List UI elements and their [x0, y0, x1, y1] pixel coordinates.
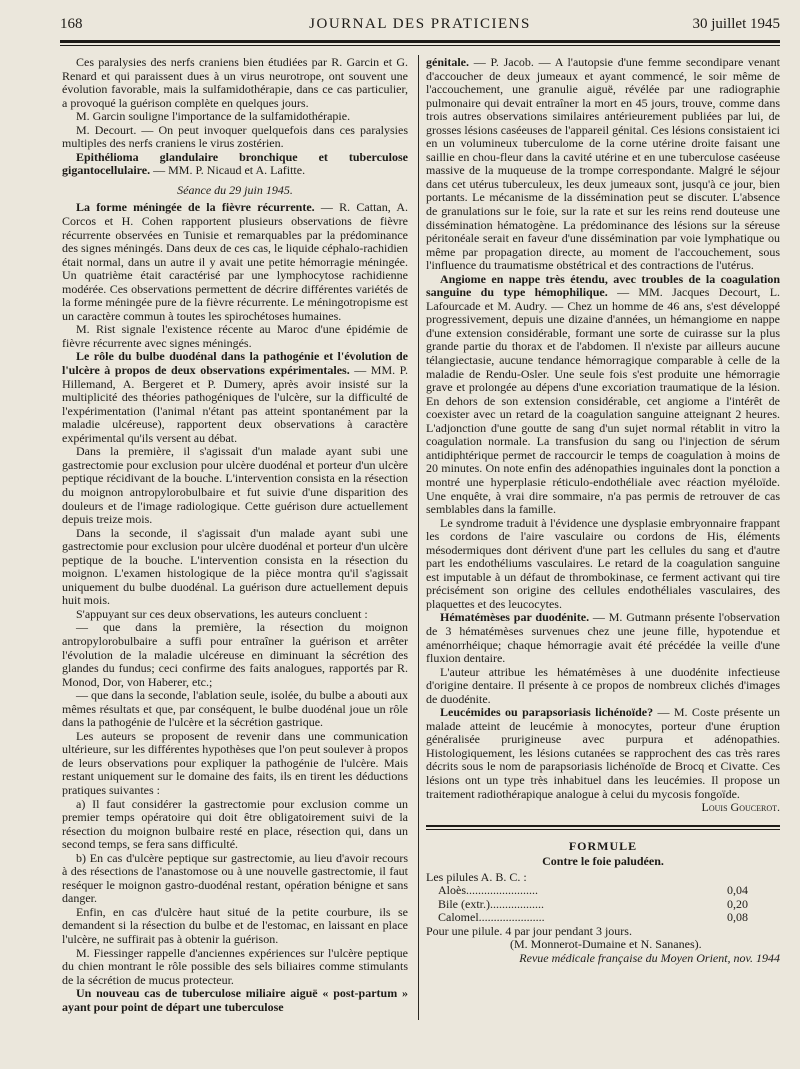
seance-heading: Séance du 29 juin 1945. [177, 182, 293, 197]
section-body: — M. Gutmann présente l'observation de 3 hématémèses survenues chez une jeune fille, hypotendue et aménorrhéique; chaque hémorragie avait été précédée la veille d'une fluxion dentaire. [426, 610, 780, 666]
page-number: 168 [60, 16, 83, 32]
formula-item: Calomel...................... 0,08 [438, 910, 748, 925]
formula-rule-thin [426, 829, 780, 830]
formula-dose: Pour une pilule. 4 par jour pendant 3 jours. [426, 923, 632, 938]
paragraph [426, 611, 780, 665]
column-divider [418, 55, 419, 1020]
running-header [60, 16, 780, 38]
section-title: La forme méningée de la fièvre récurrente. [76, 200, 315, 215]
formula-authors: (M. Monnerot-Dumaine et N. Sananes). [510, 937, 702, 952]
paragraph: L'auteur attribue les hématémèses à une duodénite infectieuse d'origine dentaire. Il présente à ce propos de nombreux clichés d'images de duodénite. [426, 664, 780, 706]
right-column [426, 56, 780, 966]
section-title: génitale. [426, 55, 469, 69]
section-body: — MM. P. Hillemand, A. Bergeret et P. Dumery, après avoir insisté sur la multiplicité des théories pathogéniques de l'ulcère, sur la difficulté de l'expérimentation (l'animal n'étant pas atteint spontanément par la maladie ulcéreuse), rapportent deux observations à caractère expérimental qu'ils versent au débat. [62, 363, 409, 445]
paragraph: — que dans la première, la résection du moignon antropylorobulbaire a suffi pour entraîner la guérison et arrêter l'évolution de la maladie ulcéreuse en diminuant la sécrétion des glandes du fundus; ceci confirme des faits analogues, rapportés par R. Monod, Dor, von Haberer, etc.; [62, 620, 408, 689]
paragraph: Dans la première, il s'agissait d'un malade ayant subi une gastrectomie pour exclusion pour ulcère duodénal et porteur d'un ulcère peptique récidivant de la bouche. L'intervention consista en la résection du moignon antropylorobulbaire et fut suivie d'une disparition des douleurs et de l'image radiologique. Cette guérison dure actuellement depuis treize mois. [62, 444, 408, 527]
section-title: Leucémides ou parapsoriasis lichénoïde? [440, 705, 654, 720]
section-body: — MM. P. Nicaud et A. Lafitte. [153, 163, 306, 178]
signature: Louis Goucerot. [701, 800, 780, 815]
left-column [62, 56, 408, 1014]
paragraph: M. Rist signale l'existence récente au Maroc d'une épidémie de fièvre récurrente avec signes méningés. [62, 322, 408, 350]
paragraph [426, 706, 780, 801]
section-title: Epithélioma glandulaire bronchique et tuberculose gigantocellulaire. [62, 149, 408, 178]
paragraph: S'appuyant sur ces deux observations, les auteurs concluent : [76, 606, 368, 621]
section-body: — MM. Jacques Decourt, L. Lafourcade et M. Audry. — Chez un homme de 46 ans, s'est développé progressivement, depuis une dizaine d'années, un hémangiome en nappe d'une extension considérable, formant une sorte de cuirasse sur la plus grande partie du thorax et de l'abdomen. Il n'existe par ailleurs aucune télangiectasie, aucune tendance hémorragique comparable à celle de la maladie de Rendu-Osler. Une seule fois s'est produite une hémorragie grave et prolongée au dépens d'une excoriation traumatique de la lésion. En dehors de son extension considérable, cet angiome a l'intérêt de coexister avec un retard de la coagulation sanguine atteignant 2 heures. L'adjonction d'une goutte de sang d'un sujet normal rétablit in vitro la coagulation normale. La transfusion du sang ou l'injection de sérum antidiphtérique permet de raccourcir le temps de coagulation à moins de 20 minutes. On note enfin des adénopathies inguinales dont la ponction a montré une hyperplasie réticulo-endothéliale avec réaction myéloïde. Une enquête, à vrai dire sommaire, n'a pas permis de retrouver de cas semblables dans la famille. [426, 285, 781, 517]
formula-item: Bile (extr.).................. 0,20 [438, 896, 748, 911]
formula-box [426, 840, 780, 966]
formula-intro: Les pilules A. B. C. : [426, 869, 527, 884]
formula-rule [426, 825, 780, 827]
paragraph: Enfin, en cas d'ulcère haut situé de la petite courbure, ils se demandent si la résection du bulbe et de l'estomac, en laissant en place l'ulcère, ne suffirait pas à obtenir la guérison. [62, 904, 408, 946]
paragraph [62, 987, 408, 1014]
section-body: — M. Coste présente un malade atteint de leucémie à monocytes, porteur d'une éruption généralisée prurigineuse avec purpura et adénopathies. Histologiquement, les lésions cutanées se rapprochent des cas très rares décrits sous le nom de parapsoriasis lichénoïde de Brocq et Civatte. Ces lésions ont un type très inhabituel dans les leucémies. Il propose un traitement radiothérapique analogue à celui du mycosis fongoïde. [426, 705, 780, 801]
section-title: Un nouveau cas de tuberculose miliaire aiguë « post-partum » ayant pour point de départ une tuberculose [62, 986, 408, 1014]
paragraph: Dans la seconde, il s'agissait d'un malade ayant subi une gastrectomie pour exclusion pour ulcère duodénal et porteur d'un ulcère peptique de la bouche. L'intervention consista en la résection du moignon. L'examen histologique de la pièce montra qu'il s'agissait uniquement du bulbe duodénal. La guérison dure actuellement depuis huit mois. [62, 525, 408, 608]
paragraph: Le syndrome traduit à l'évidence une dysplasie embryonnaire frappant les cordons de l'aire vasculaire ou cordons de His, éléments mésodermiques dont dérivent d'une part les cellules du sang et d'autre part les endothéliums vasculaires. Le retard de la coagulation sanguine est imputable à un défaut de thrombokinase, ce ferment activant qui tire précisément son origine des cellules endothéliales vasculaires, des plaquettes et des leucocytes. [426, 515, 780, 611]
formula-subtitle: Contre le foie paludéen. [542, 854, 664, 869]
section-title: Angiome en nappe très étendu, avec troubles de la coagulation sanguine du type hémophilique. [426, 271, 780, 300]
paragraph [62, 151, 408, 178]
paragraph: Ces paralysies des nerfs craniens bien étudiées par R. Garcin et G. Renard et qui paraissent dues à un virus neurotrope, ont souvent une évolution favorable, mais la sulfamidothérapie, dans ce cas particulier, a provoqué la guérison complète en quelques jours. [62, 55, 408, 110]
formula-title: FORMULE [568, 838, 638, 853]
paragraph: — que dans la seconde, l'ablation seule, isolée, du bulbe a abouti aux mêmes résultats et que, par conséquent, le bulbe duodénal joue un rôle dans la pathogénie de l'ulcère et la sécrétion gastrique. [62, 688, 408, 730]
issue-date: 30 juillet 1945 [692, 16, 780, 32]
paragraph: M. Decourt. — On peut invoquer quelquefois dans ces paralysies multiples des nerfs craniens le virus zostérien. [62, 122, 408, 151]
paragraph [426, 273, 780, 517]
section-body: — P. Jacob. — A l'autopsie d'une femme secondipare venant d'accoucher de deux jumeaux et ayant commencé, le soir même de l'accouchement, une granulie aiguë, révélée par une radiographie pulmonaire qui devait entraîner la mort en 45 jours, trouve, comme dans trois autres observations similaires antérieurement publiées par lui, de grosses lésions caséeuses de l'appareil génital. Ces lésions consistaient ici en un volumineux tuberculome de la corne utérine droite faisant une saillie en chou-fleur dans la cavité utérine et en une tuberculose caséeuse massive de la muqueuse de la trompe correspondante. Malgré le séjour dans cet utérus tuberculeux, les deux jumeaux sont, jusqu'à ce jour, bien portants. Le mécanisme de la dissémination peut se discuter. L'absence de granulations sur le foie, sur la rate et sur les reins rend douteuse une dissémination hématogène. La prédominance des lésions sur la séreuse péritonéale serait en faveur d'une dissémination par voie lymphatique ou même par propagation directe, au moment de l'accouchement, sous l'influence du traumatisme obstétrical et des contractions de l'utérus. [426, 55, 781, 273]
header-rule [60, 40, 780, 43]
paragraph [62, 201, 408, 323]
formula-item: Aloès........................ 0,04 [438, 883, 748, 898]
section-body: — R. Cattan, A. Corcos et H. Cohen rapportent plusieurs observations de fièvre récurrente observées en Tunisie et remarquables par la prédominance des signes méningés. Dans deux de ces cas, le liquide céphalo-rachidien était normal, dans un autre il y avait une petite hémorragie méningée. Un quatrième était caractérisé par une lymphocytose rachidienne modérée. Ces observations permettent de décrire différentes variétés de la forme méningée pure de la fièvre récurrente. Le méningotropisme est un caractère commun à toutes les spirochétoses humaines. [62, 200, 409, 323]
paragraph: M. Garcin souligne l'importance de la sulfamidothérapie. [76, 109, 351, 124]
section-title: Hématémèses par duodénite. [440, 610, 590, 625]
header-rule-thin [60, 45, 780, 46]
journal-title: JOURNAL DES PRATICIENS [309, 16, 531, 32]
paragraph [62, 350, 408, 445]
paragraph: a) Il faut considérer la gastrectomie pour exclusion comme un premier temps opératoire qui doit être obligatoirement suivi de la résection du moignon bulbaire resté en place, résection qui, dans un second temps, se fera sans difficulté. [62, 796, 408, 852]
paragraph: Les auteurs se proposent de revenir dans une communication ultérieure, sur les différentes hypothèses que l'on peut soulever à propos de leurs observations pour expliquer la pathogénie de l'ulcère. Mais restant uniquement sur le domaine des faits, ils en tirent les déductions pratiques suivantes : [62, 728, 408, 797]
formula-source: Revue médicale française du Moyen Orient, nov. 1944 [519, 951, 780, 965]
paragraph: M. Fiessinger rappelle d'anciennes expériences sur l'ulcère peptique du chien montrant le rôle possible des sels biliaires comme stimulants de la sécrétion de mucus protecteur. [62, 945, 408, 987]
section-title: Le rôle du bulbe duodénal dans la pathogénie et l'évolution de l'ulcère à propos de deux observations expérimentales. [62, 349, 408, 378]
paragraph: b) En cas d'ulcère peptique sur gastrectomie, au lieu d'avoir recours à des résections de l'anastomose ou à une nouvelle gastrectomie, il faut reséquer le moignon gastro-duodénal restant, opération bénigne et sans danger. [62, 850, 408, 906]
paragraph [426, 56, 780, 273]
